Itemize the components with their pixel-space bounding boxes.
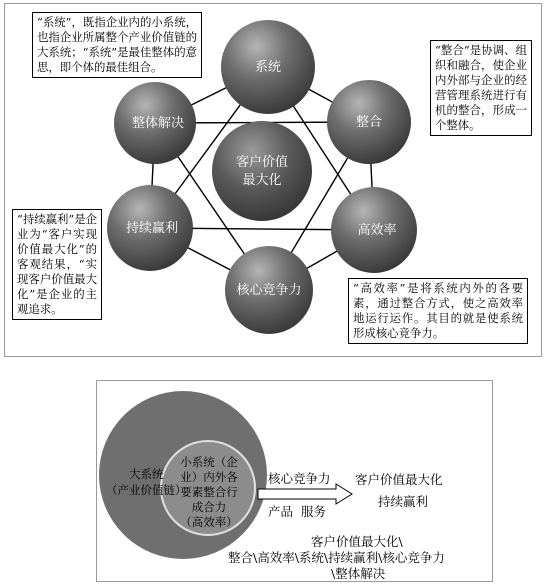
- callout-gaoxiaolv: “高效率”是将系统内外的各要素，通过整合方式，使之高效率地运行运作。其目的就是使系统形成核心竞争力。: [348, 278, 528, 344]
- result-customer-value: 客户价值最大化: [355, 472, 443, 487]
- callout-zhenghe: “整合”是协调、组织和融合，使企业内外部与企业的经营管理系统进行有机的整合，形成一个整体。: [430, 40, 532, 136]
- center-label-line-1: 客户价值: [235, 155, 289, 170]
- formula-line-1: 客户价值最大化\: [311, 534, 403, 549]
- callout-xitong: “系统”，既指企业内的小系统，也指企业所属整个产业价值链的大系统；“系统”是最佳整体的意思，即个体的最佳组合。: [32, 12, 202, 78]
- node-label: 整合: [355, 115, 383, 130]
- center-label-line-2: 最大化: [242, 173, 282, 188]
- formula-line-3: \整体解决: [331, 566, 386, 581]
- arrow-label: 核心竞争力: [268, 471, 331, 486]
- node-label: 核心竞争力: [236, 283, 302, 298]
- node-label: 高效率: [357, 223, 397, 238]
- arrow-icon: [258, 484, 352, 504]
- small-circle-label: 小系统（企 业）内外各 要素整合行 成合力 （高效率）: [180, 455, 238, 529]
- formula-line-2: 整合\高效率\系统\持续赢利\核心竞争力: [228, 550, 445, 565]
- node-label: 持续赢利: [125, 221, 179, 236]
- result-sustained-profit: 持续赢利: [378, 494, 429, 509]
- product-service-label: 产品 服务: [268, 504, 326, 519]
- node-label: 整体解决: [131, 116, 185, 131]
- node-label: 系统: [254, 60, 282, 75]
- big-circle-label: 大系统 （产业价值链）: [106, 467, 187, 497]
- callout-chixu: “持续赢利”是企业为“客户实现价值最大化”的客观结果，“实现客户价值最大化”是企业的主观追求。: [12, 209, 102, 320]
